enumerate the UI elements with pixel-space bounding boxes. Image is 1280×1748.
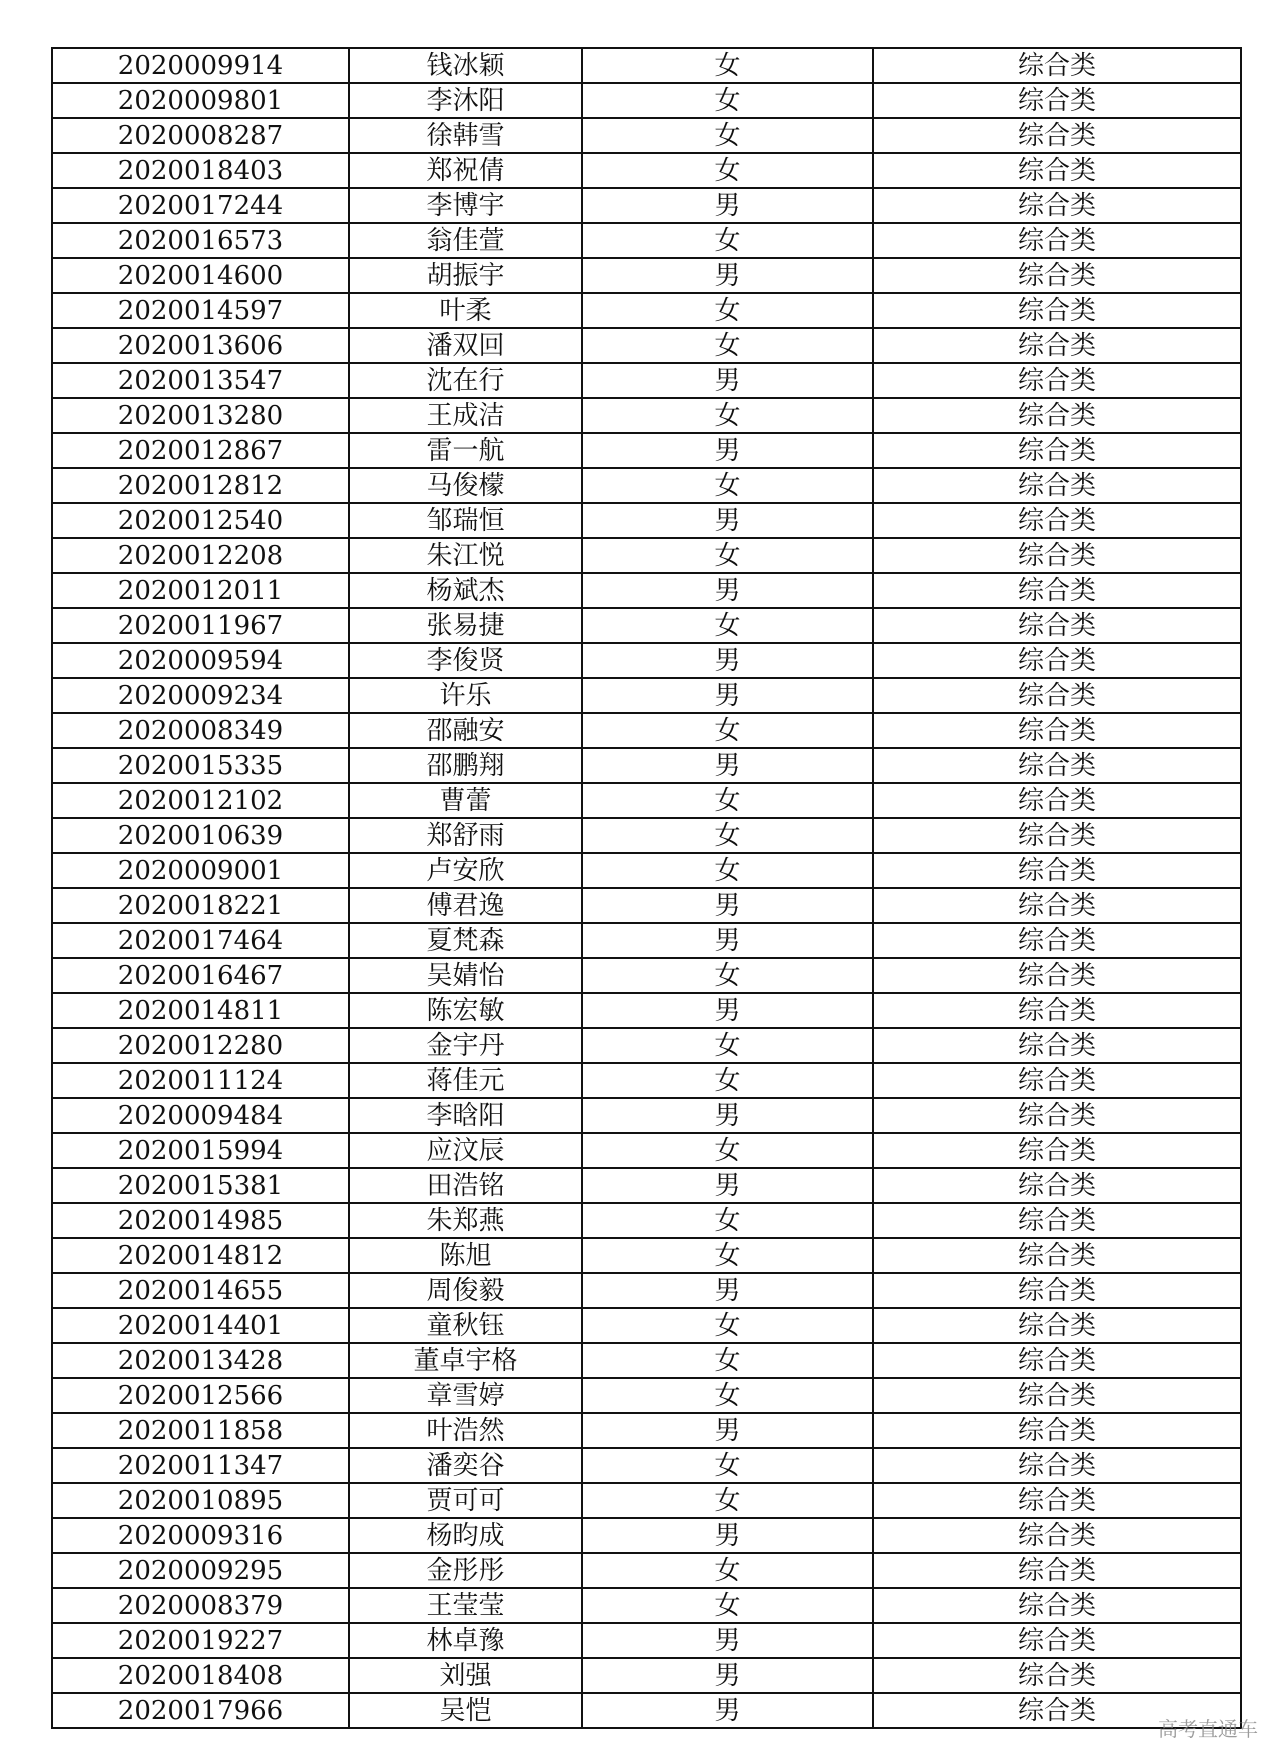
gender-cell: 男 bbox=[582, 678, 873, 713]
category-cell: 综合类 bbox=[873, 1413, 1241, 1448]
gender-cell: 女 bbox=[582, 1378, 873, 1413]
student-name-cell: 董卓宇格 bbox=[349, 1343, 582, 1378]
table-row bbox=[52, 1273, 1241, 1308]
category-cell: 综合类 bbox=[873, 1098, 1241, 1133]
student-name-cell: 王成洁 bbox=[349, 398, 582, 433]
student-id-cell: 2020008287 bbox=[52, 118, 349, 153]
student-name-cell: 李晗阳 bbox=[349, 1098, 582, 1133]
student-name-cell: 胡振宇 bbox=[349, 258, 582, 293]
student-id-cell: 2020011347 bbox=[52, 1448, 349, 1483]
student-id-cell: 2020017244 bbox=[52, 188, 349, 223]
student-id-cell: 2020018403 bbox=[52, 153, 349, 188]
table-row bbox=[52, 573, 1241, 608]
category-cell: 综合类 bbox=[873, 1273, 1241, 1308]
category-cell: 综合类 bbox=[873, 1308, 1241, 1343]
student-name-cell: 翁佳萱 bbox=[349, 223, 582, 258]
category-cell: 综合类 bbox=[873, 853, 1241, 888]
gender-cell: 女 bbox=[582, 1028, 873, 1063]
category-cell: 综合类 bbox=[873, 923, 1241, 958]
table-row bbox=[52, 888, 1241, 923]
student-id-cell: 2020013606 bbox=[52, 328, 349, 363]
student-name-cell: 傅君逸 bbox=[349, 888, 582, 923]
table-row bbox=[52, 818, 1241, 853]
gender-cell: 男 bbox=[582, 1168, 873, 1203]
gender-cell: 女 bbox=[582, 1238, 873, 1273]
gender-cell: 男 bbox=[582, 1518, 873, 1553]
category-cell: 综合类 bbox=[873, 328, 1241, 363]
student-name-cell: 马俊檬 bbox=[349, 468, 582, 503]
gender-cell: 女 bbox=[582, 223, 873, 258]
table-row bbox=[52, 153, 1241, 188]
student-name-cell: 蒋佳元 bbox=[349, 1063, 582, 1098]
table-row bbox=[52, 1623, 1241, 1658]
student-id-cell: 2020012208 bbox=[52, 538, 349, 573]
student-id-cell: 2020018221 bbox=[52, 888, 349, 923]
gender-cell: 女 bbox=[582, 608, 873, 643]
category-cell: 综合类 bbox=[873, 83, 1241, 118]
gender-cell: 女 bbox=[582, 538, 873, 573]
gender-cell: 男 bbox=[582, 923, 873, 958]
student-name-cell: 邹瑞恒 bbox=[349, 503, 582, 538]
student-name-cell: 张易捷 bbox=[349, 608, 582, 643]
table-row bbox=[52, 1588, 1241, 1623]
category-cell: 综合类 bbox=[873, 818, 1241, 853]
gender-cell: 女 bbox=[582, 328, 873, 363]
gender-cell: 男 bbox=[582, 503, 873, 538]
category-cell: 综合类 bbox=[873, 888, 1241, 923]
student-name-cell: 杨昀成 bbox=[349, 1518, 582, 1553]
table-row bbox=[52, 1098, 1241, 1133]
category-cell: 综合类 bbox=[873, 1063, 1241, 1098]
table-row bbox=[52, 1658, 1241, 1693]
student-id-cell: 2020009801 bbox=[52, 83, 349, 118]
table-row bbox=[52, 783, 1241, 818]
category-cell: 综合类 bbox=[873, 678, 1241, 713]
gender-cell: 男 bbox=[582, 748, 873, 783]
student-name-cell: 林卓豫 bbox=[349, 1623, 582, 1658]
gender-cell: 女 bbox=[582, 1133, 873, 1168]
table-row bbox=[52, 293, 1241, 328]
student-id-cell: 2020016467 bbox=[52, 958, 349, 993]
gender-cell: 女 bbox=[582, 853, 873, 888]
gender-cell: 女 bbox=[582, 1063, 873, 1098]
student-id-cell: 2020012102 bbox=[52, 783, 349, 818]
student-id-cell: 2020018408 bbox=[52, 1658, 349, 1693]
table-row bbox=[52, 118, 1241, 153]
student-name-cell: 贾可可 bbox=[349, 1483, 582, 1518]
gender-cell: 女 bbox=[582, 1343, 873, 1378]
gender-cell: 男 bbox=[582, 1623, 873, 1658]
gender-cell: 男 bbox=[582, 643, 873, 678]
student-name-cell: 金彤彤 bbox=[349, 1553, 582, 1588]
student-name-cell: 田浩铭 bbox=[349, 1168, 582, 1203]
student-name-cell: 许乐 bbox=[349, 678, 582, 713]
table-row bbox=[52, 1343, 1241, 1378]
gender-cell: 女 bbox=[582, 1553, 873, 1588]
table-row bbox=[52, 1063, 1241, 1098]
gender-cell: 女 bbox=[582, 818, 873, 853]
student-name-cell: 李沐阳 bbox=[349, 83, 582, 118]
category-cell: 综合类 bbox=[873, 188, 1241, 223]
table-row bbox=[52, 538, 1241, 573]
category-cell: 综合类 bbox=[873, 643, 1241, 678]
student-name-cell: 刘强 bbox=[349, 1658, 582, 1693]
table-row bbox=[52, 503, 1241, 538]
table-row bbox=[52, 433, 1241, 468]
student-id-cell: 2020013547 bbox=[52, 363, 349, 398]
student-name-cell: 雷一航 bbox=[349, 433, 582, 468]
table-row bbox=[52, 1448, 1241, 1483]
category-cell: 综合类 bbox=[873, 1518, 1241, 1553]
student-name-cell: 王莹莹 bbox=[349, 1588, 582, 1623]
student-id-cell: 2020014597 bbox=[52, 293, 349, 328]
table-row bbox=[52, 713, 1241, 748]
category-cell: 综合类 bbox=[873, 993, 1241, 1028]
student-name-cell: 徐韩雪 bbox=[349, 118, 582, 153]
category-cell: 综合类 bbox=[873, 538, 1241, 573]
table-row bbox=[52, 923, 1241, 958]
category-cell: 综合类 bbox=[873, 468, 1241, 503]
category-cell: 综合类 bbox=[873, 608, 1241, 643]
category-cell: 综合类 bbox=[873, 258, 1241, 293]
table-row bbox=[52, 1133, 1241, 1168]
gender-cell: 女 bbox=[582, 958, 873, 993]
category-cell: 综合类 bbox=[873, 118, 1241, 153]
student-name-cell: 李博宇 bbox=[349, 188, 582, 223]
gender-cell: 女 bbox=[582, 118, 873, 153]
student-id-cell: 2020015335 bbox=[52, 748, 349, 783]
gender-cell: 男 bbox=[582, 573, 873, 608]
gender-cell: 女 bbox=[582, 153, 873, 188]
student-id-cell: 2020019227 bbox=[52, 1623, 349, 1658]
student-id-cell: 2020014812 bbox=[52, 1238, 349, 1273]
student-name-cell: 陈宏敏 bbox=[349, 993, 582, 1028]
category-cell: 综合类 bbox=[873, 223, 1241, 258]
student-id-cell: 2020015381 bbox=[52, 1168, 349, 1203]
student-id-cell: 2020009914 bbox=[52, 48, 349, 83]
category-cell: 综合类 bbox=[873, 433, 1241, 468]
student-name-cell: 郑舒雨 bbox=[349, 818, 582, 853]
student-id-cell: 2020010639 bbox=[52, 818, 349, 853]
category-cell: 综合类 bbox=[873, 958, 1241, 993]
table-row bbox=[52, 363, 1241, 398]
gender-cell: 女 bbox=[582, 1308, 873, 1343]
student-id-cell: 2020014811 bbox=[52, 993, 349, 1028]
category-cell: 综合类 bbox=[873, 1623, 1241, 1658]
category-cell: 综合类 bbox=[873, 398, 1241, 433]
student-id-cell: 2020008349 bbox=[52, 713, 349, 748]
student-roster-table bbox=[51, 47, 1242, 1729]
gender-cell: 女 bbox=[582, 1483, 873, 1518]
watermark-logo: 高考直通车 bbox=[1158, 1717, 1258, 1741]
student-id-cell: 2020012867 bbox=[52, 433, 349, 468]
table-row bbox=[52, 643, 1241, 678]
gender-cell: 女 bbox=[582, 713, 873, 748]
student-id-cell: 2020016573 bbox=[52, 223, 349, 258]
student-name-cell: 吴婧怡 bbox=[349, 958, 582, 993]
gender-cell: 女 bbox=[582, 83, 873, 118]
table-row bbox=[52, 1413, 1241, 1448]
table-row bbox=[52, 468, 1241, 503]
student-id-cell: 2020012812 bbox=[52, 468, 349, 503]
category-cell: 综合类 bbox=[873, 1658, 1241, 1693]
category-cell: 综合类 bbox=[873, 293, 1241, 328]
category-cell: 综合类 bbox=[873, 1203, 1241, 1238]
student-name-cell: 童秋钰 bbox=[349, 1308, 582, 1343]
table-row bbox=[52, 223, 1241, 258]
student-name-cell: 卢安欣 bbox=[349, 853, 582, 888]
gender-cell: 女 bbox=[582, 48, 873, 83]
table-row bbox=[52, 1238, 1241, 1273]
student-id-cell: 2020017966 bbox=[52, 1693, 349, 1728]
gender-cell: 男 bbox=[582, 188, 873, 223]
category-cell: 综合类 bbox=[873, 783, 1241, 818]
student-id-cell: 2020011124 bbox=[52, 1063, 349, 1098]
student-name-cell: 邵鹏翔 bbox=[349, 748, 582, 783]
table-row bbox=[52, 853, 1241, 888]
gender-cell: 男 bbox=[582, 888, 873, 923]
student-name-cell: 应汶辰 bbox=[349, 1133, 582, 1168]
table-row bbox=[52, 1518, 1241, 1553]
student-name-cell: 李俊贤 bbox=[349, 643, 582, 678]
category-cell: 综合类 bbox=[873, 1028, 1241, 1063]
table-row bbox=[52, 1378, 1241, 1413]
gender-cell: 女 bbox=[582, 783, 873, 818]
table-row bbox=[52, 1168, 1241, 1203]
category-cell: 综合类 bbox=[873, 503, 1241, 538]
gender-cell: 女 bbox=[582, 293, 873, 328]
student-id-cell: 2020009001 bbox=[52, 853, 349, 888]
student-name-cell: 叶浩然 bbox=[349, 1413, 582, 1448]
gender-cell: 男 bbox=[582, 1273, 873, 1308]
category-cell: 综合类 bbox=[873, 48, 1241, 83]
student-name-cell: 叶柔 bbox=[349, 293, 582, 328]
table-row bbox=[52, 608, 1241, 643]
table-row bbox=[52, 748, 1241, 783]
table-row bbox=[52, 1483, 1241, 1518]
student-name-cell: 杨斌杰 bbox=[349, 573, 582, 608]
table-row bbox=[52, 993, 1241, 1028]
student-name-cell: 陈旭 bbox=[349, 1238, 582, 1273]
gender-cell: 男 bbox=[582, 1413, 873, 1448]
table-row bbox=[52, 1028, 1241, 1063]
student-name-cell: 潘双回 bbox=[349, 328, 582, 363]
student-id-cell: 2020014985 bbox=[52, 1203, 349, 1238]
table-row bbox=[52, 1203, 1241, 1238]
gender-cell: 男 bbox=[582, 1658, 873, 1693]
student-id-cell: 2020011967 bbox=[52, 608, 349, 643]
gender-cell: 女 bbox=[582, 398, 873, 433]
student-name-cell: 朱郑燕 bbox=[349, 1203, 582, 1238]
gender-cell: 男 bbox=[582, 993, 873, 1028]
gender-cell: 男 bbox=[582, 433, 873, 468]
category-cell: 综合类 bbox=[873, 573, 1241, 608]
student-id-cell: 2020011858 bbox=[52, 1413, 349, 1448]
student-name-cell: 郑祝倩 bbox=[349, 153, 582, 188]
student-id-cell: 2020009295 bbox=[52, 1553, 349, 1588]
table-row bbox=[52, 1553, 1241, 1588]
student-name-cell: 吴恺 bbox=[349, 1693, 582, 1728]
student-name-cell: 潘奕谷 bbox=[349, 1448, 582, 1483]
student-id-cell: 2020012566 bbox=[52, 1378, 349, 1413]
table-row bbox=[52, 398, 1241, 433]
category-cell: 综合类 bbox=[873, 1693, 1241, 1728]
student-id-cell: 2020008379 bbox=[52, 1588, 349, 1623]
gender-cell: 女 bbox=[582, 1448, 873, 1483]
table-row bbox=[52, 48, 1241, 83]
student-id-cell: 2020013428 bbox=[52, 1343, 349, 1378]
student-name-cell: 金宇丹 bbox=[349, 1028, 582, 1063]
student-id-cell: 2020009234 bbox=[52, 678, 349, 713]
student-id-cell: 2020017464 bbox=[52, 923, 349, 958]
student-name-cell: 夏梵森 bbox=[349, 923, 582, 958]
category-cell: 综合类 bbox=[873, 363, 1241, 398]
table-row bbox=[52, 678, 1241, 713]
student-id-cell: 2020013280 bbox=[52, 398, 349, 433]
table-row bbox=[52, 1308, 1241, 1343]
table-row bbox=[52, 1693, 1241, 1728]
student-id-cell: 2020012280 bbox=[52, 1028, 349, 1063]
student-name-cell: 曹蕾 bbox=[349, 783, 582, 818]
category-cell: 综合类 bbox=[873, 1133, 1241, 1168]
student-id-cell: 2020014600 bbox=[52, 258, 349, 293]
category-cell: 综合类 bbox=[873, 1588, 1241, 1623]
student-name-cell: 章雪婷 bbox=[349, 1378, 582, 1413]
table-row bbox=[52, 328, 1241, 363]
student-id-cell: 2020010895 bbox=[52, 1483, 349, 1518]
student-id-cell: 2020014401 bbox=[52, 1308, 349, 1343]
student-name-cell: 周俊毅 bbox=[349, 1273, 582, 1308]
category-cell: 综合类 bbox=[873, 1378, 1241, 1413]
category-cell: 综合类 bbox=[873, 1553, 1241, 1588]
category-cell: 综合类 bbox=[873, 748, 1241, 783]
table-row bbox=[52, 958, 1241, 993]
student-id-cell: 2020009484 bbox=[52, 1098, 349, 1133]
roster-body bbox=[52, 48, 1241, 1728]
gender-cell: 女 bbox=[582, 1203, 873, 1238]
gender-cell: 男 bbox=[582, 363, 873, 398]
category-cell: 综合类 bbox=[873, 153, 1241, 188]
student-name-cell: 朱江悦 bbox=[349, 538, 582, 573]
student-id-cell: 2020014655 bbox=[52, 1273, 349, 1308]
student-id-cell: 2020012540 bbox=[52, 503, 349, 538]
category-cell: 综合类 bbox=[873, 1343, 1241, 1378]
category-cell: 综合类 bbox=[873, 1483, 1241, 1518]
student-name-cell: 沈在行 bbox=[349, 363, 582, 398]
category-cell: 综合类 bbox=[873, 1448, 1241, 1483]
gender-cell: 男 bbox=[582, 1098, 873, 1133]
student-id-cell: 2020009316 bbox=[52, 1518, 349, 1553]
gender-cell: 男 bbox=[582, 258, 873, 293]
table-row bbox=[52, 258, 1241, 293]
table-row bbox=[52, 83, 1241, 118]
student-id-cell: 2020012011 bbox=[52, 573, 349, 608]
gender-cell: 男 bbox=[582, 1693, 873, 1728]
category-cell: 综合类 bbox=[873, 1238, 1241, 1273]
student-name-cell: 钱冰颖 bbox=[349, 48, 582, 83]
category-cell: 综合类 bbox=[873, 713, 1241, 748]
student-name-cell: 邵融安 bbox=[349, 713, 582, 748]
student-id-cell: 2020015994 bbox=[52, 1133, 349, 1168]
table-row bbox=[52, 188, 1241, 223]
gender-cell: 女 bbox=[582, 1588, 873, 1623]
student-id-cell: 2020009594 bbox=[52, 643, 349, 678]
category-cell: 综合类 bbox=[873, 1168, 1241, 1203]
gender-cell: 女 bbox=[582, 468, 873, 503]
